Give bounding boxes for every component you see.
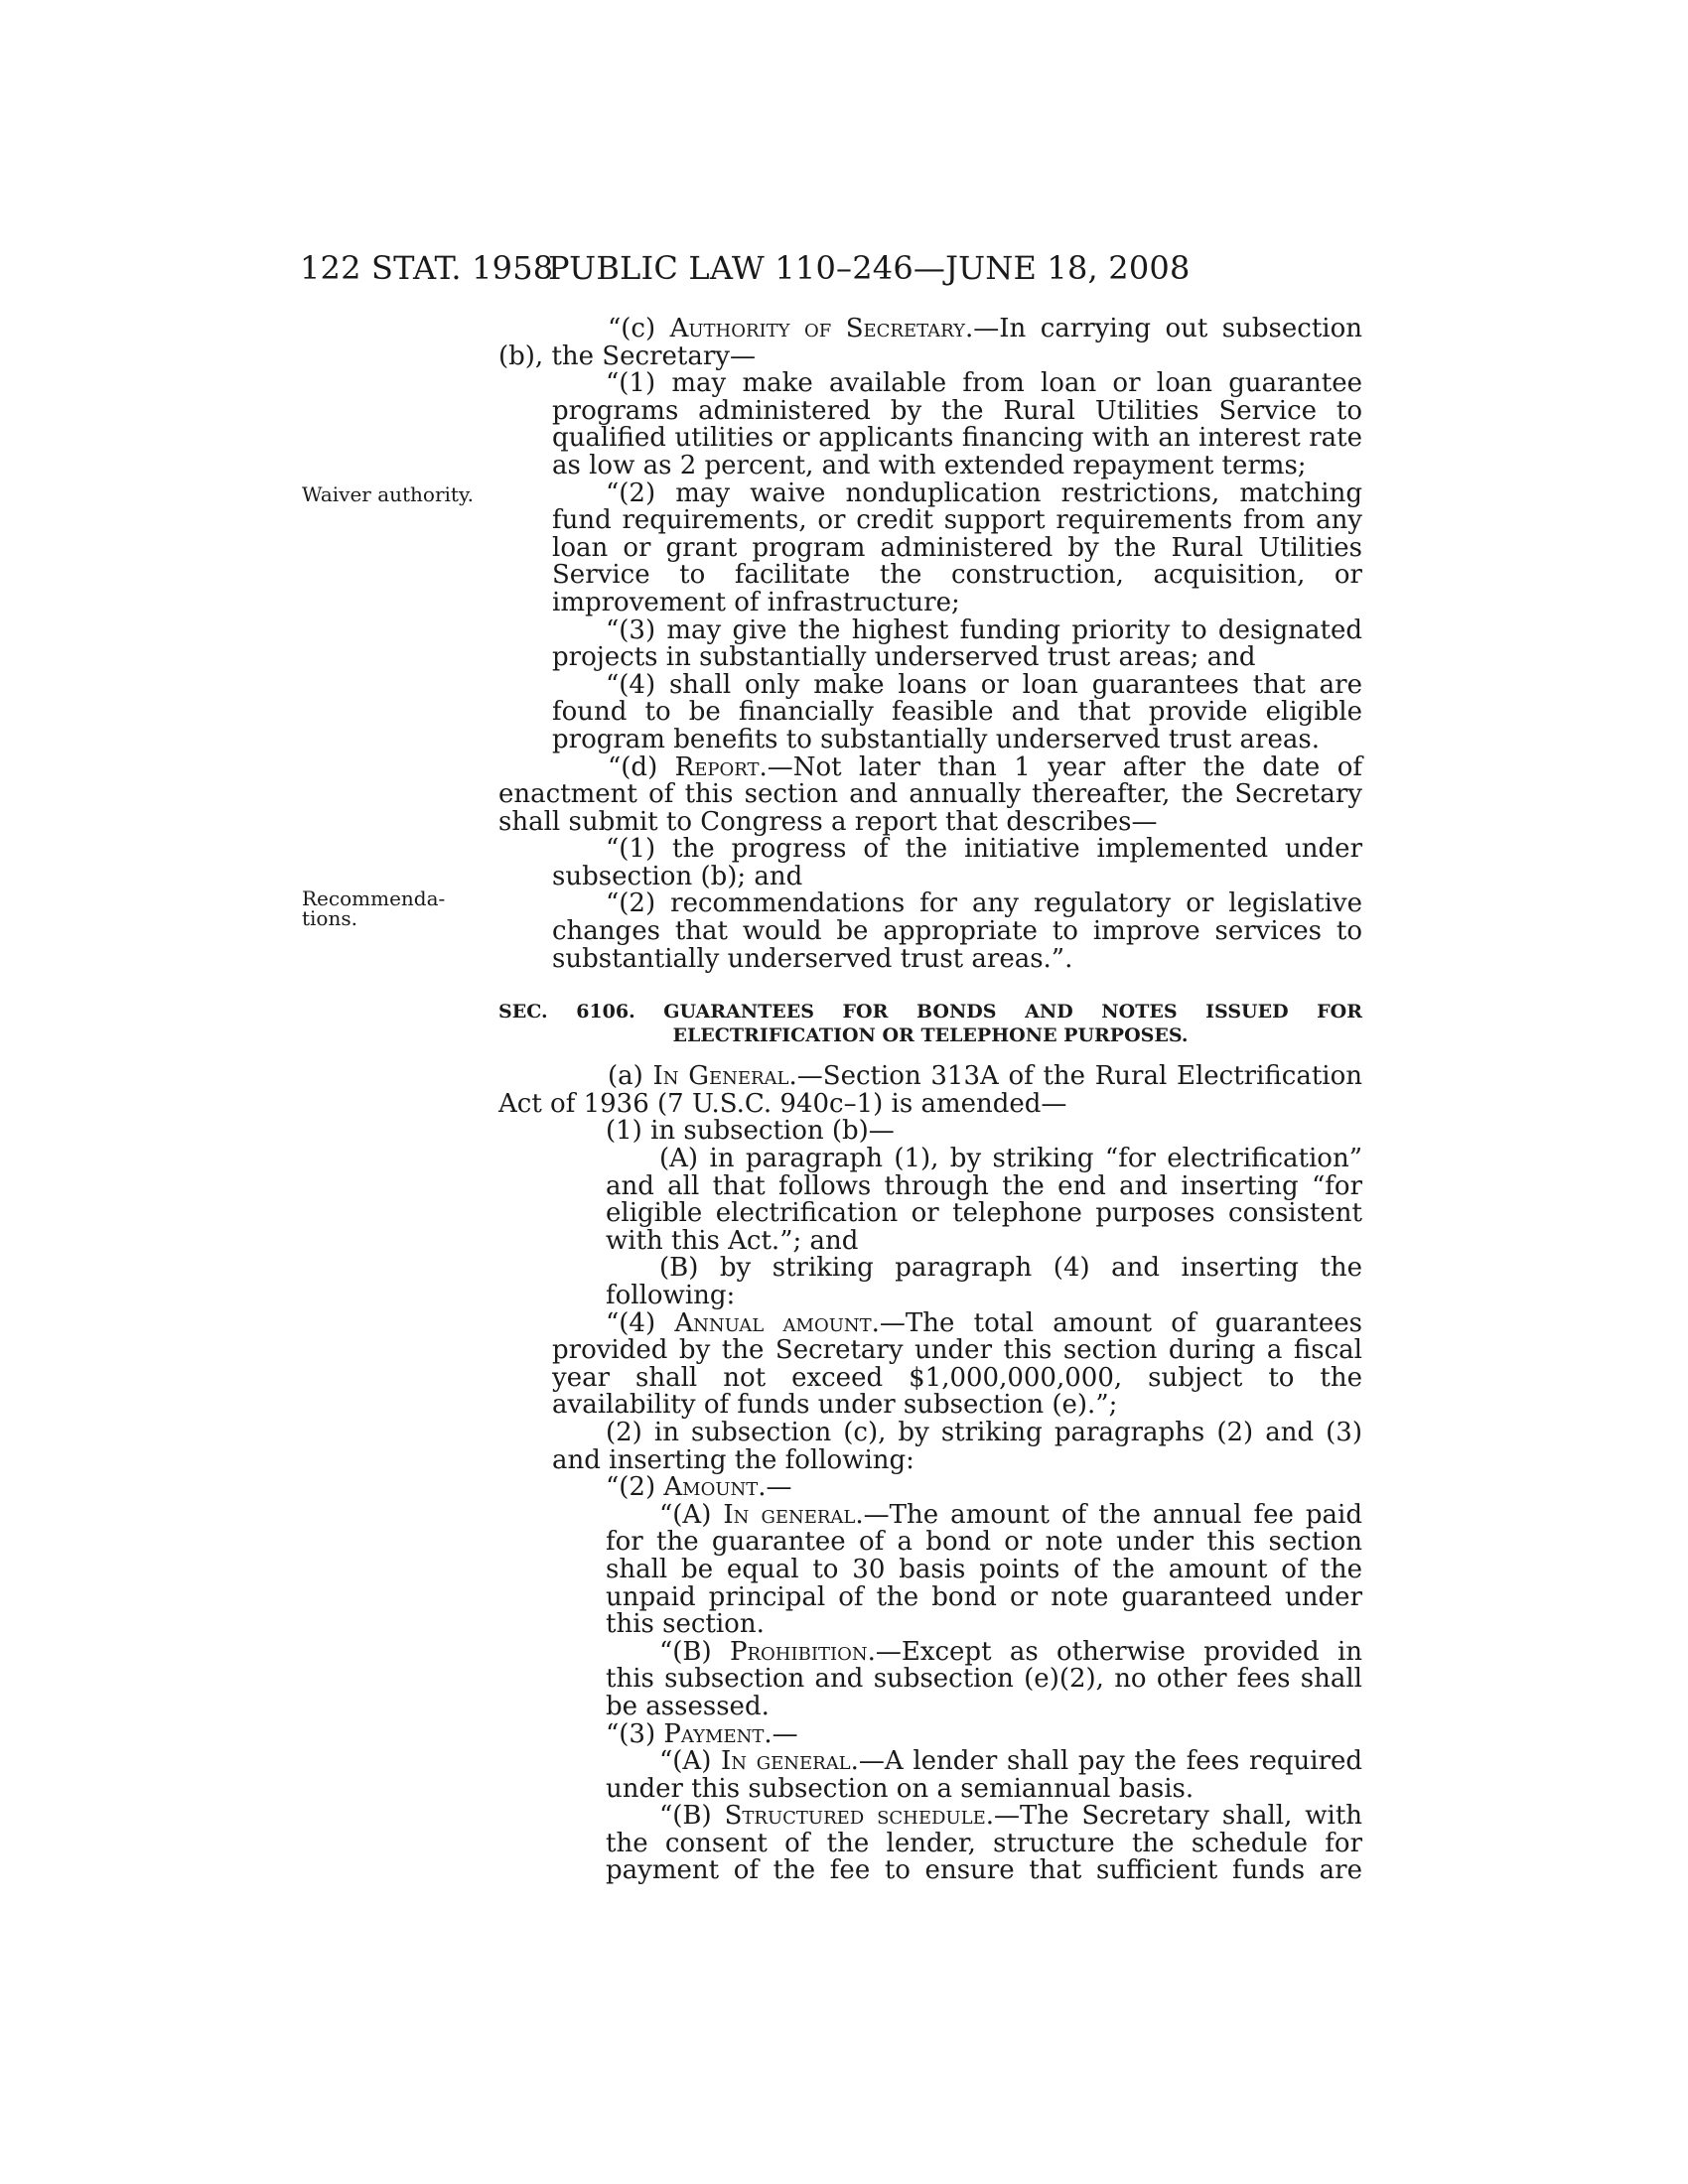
heading: In general	[721, 1746, 851, 1777]
heading: In general	[723, 1499, 856, 1530]
text: .—The amount of the annual fee paid for the guarantee of a bond or note under this section shall be equal to 30 basis points of the amount of the unpaid principal of the bond or note guaranteed under this section.	[606, 1499, 1363, 1640]
text: .—Not later than 1 year after the date of enactment of this section and annually thereafter, the Secretary shall submit to Congress a report that describes—	[498, 751, 1362, 837]
body-text	[498, 316, 1362, 1885]
subsection-c	[498, 316, 1362, 370]
text: .—In carrying out subsection (b), the Secretary—	[498, 314, 1362, 371]
label: “(3)	[606, 1718, 664, 1749]
quoted-subparagraph-3A	[498, 1748, 1362, 1803]
paragraph-c3: “(3) may give the highest funding priority to designated projects in substantially underserved trust areas; and	[552, 614, 1362, 673]
quoted-paragraph-2	[498, 1474, 1362, 1502]
text: .—	[758, 1472, 792, 1503]
quoted-subparagraph-3B	[498, 1803, 1362, 1885]
running-header-title: PUBLIC LAW 110–246—JUNE 18, 2008	[548, 249, 1191, 287]
heading: Annual amount	[674, 1307, 872, 1338]
margin-note-recommendations	[302, 888, 500, 928]
paragraph-a2: (2) in subsection (c), by striking paragraphs (2) and (3) and inserting the following:	[552, 1417, 1362, 1475]
text: .—	[764, 1718, 798, 1749]
label: “(B)	[659, 1636, 730, 1667]
stat-page-number: 122 STAT. 1958	[300, 249, 554, 287]
subparagraph-a1A: (A) in paragraph (1), by striking “for electrification” and all that follows through the end and inserting “for eligible electrification or telephone purposes consistent with this Act.”; and	[606, 1144, 1362, 1256]
heading: Authority of Secretary	[669, 314, 966, 343]
quoted-paragraph-4	[498, 1307, 1362, 1421]
text: .—The total amount of guarantees provided by the Secretary under this section during a fiscal year shall not exceed $1,000,000,000, subject to the availability of funds under subsection (e).”;	[552, 1307, 1362, 1421]
label: “(B)	[659, 1801, 725, 1832]
subparagraph-a1B: (B) by striking paragraph (4) and inserting the following:	[606, 1253, 1362, 1310]
margin-note-line: Recommenda-	[302, 887, 446, 910]
label: “(d)	[608, 751, 675, 782]
heading: Structured schedule	[724, 1801, 986, 1832]
quoted-subparagraph-2B	[498, 1636, 1363, 1721]
label: “(4)	[606, 1307, 675, 1338]
heading: Amount	[663, 1472, 759, 1503]
heading: In General	[652, 1061, 789, 1092]
quoted-subparagraph-2A	[498, 1499, 1363, 1640]
section-heading: SEC. 6106. GUARANTEES FOR BONDS AND NOTES ISSUED FOR ELECTRIFICATION OR TELEPHONE PURPOSES.	[498, 1001, 1362, 1047]
paragraph-c4: “(4) shall only make loans or loan guarantees that are found to be financially feasible and that provide eligible program benefits to substantially underserved trust areas.	[552, 669, 1362, 754]
subsection-d	[498, 751, 1362, 837]
paragraph-c2: “(2) may waive nonduplication restrictions, matching fund requirements, or credit support requirements from any loan or grant program administered by the Rural Utilities Service to facilitate the construction, acquisition, or improvement of infrastructure;	[552, 478, 1362, 617]
margin-note-line: tions.	[302, 906, 357, 930]
label: “(A)	[659, 1499, 724, 1530]
quoted-paragraph-3	[498, 1718, 1362, 1749]
heading: Report	[674, 751, 760, 782]
text: .—The Secretary shall, with the consent of the lender, structure the schedule for payment of the fee to ensure that sufficient funds are	[606, 1801, 1363, 1886]
subsection-a	[498, 1063, 1362, 1118]
label: “(2)	[606, 1472, 664, 1503]
paragraph-d1: “(1) the progress of the initiative implemented under subsection (b); and	[552, 834, 1362, 891]
text: .—A lender shall pay the fees required under this subsection on a semiannual basis.	[606, 1746, 1362, 1804]
margin-note-waiver: Waiver authority.	[302, 482, 474, 506]
paragraph-c1: “(1) may make available from loan or loan guarantee programs administered by the Rural Utilities Service to qualified utilities or applicants financing with an interest rate as low as 2 percent, and with extended repayment terms;	[552, 368, 1362, 480]
text: .—Section 313A of the Rural Electrification Act of 1936 (7 U.S.C. 940c–1) is amended—	[498, 1061, 1362, 1119]
heading: Payment	[663, 1718, 765, 1749]
label: “(A)	[659, 1746, 722, 1777]
label: (a)	[608, 1061, 653, 1092]
label: “(c)	[608, 314, 670, 343]
text: .—Except as otherwise provided in this subsection and subsection (e)(2), no other fees shall be assessed.	[606, 1636, 1363, 1721]
paragraph-a1: (1) in subsection (b)—	[606, 1116, 895, 1147]
heading: Prohibition	[730, 1636, 868, 1667]
paragraph-d2: “(2) recommendations for any regulatory or legislative changes that would be appropriate to improve services to substantially underserved trust areas.”.	[552, 888, 1362, 974]
